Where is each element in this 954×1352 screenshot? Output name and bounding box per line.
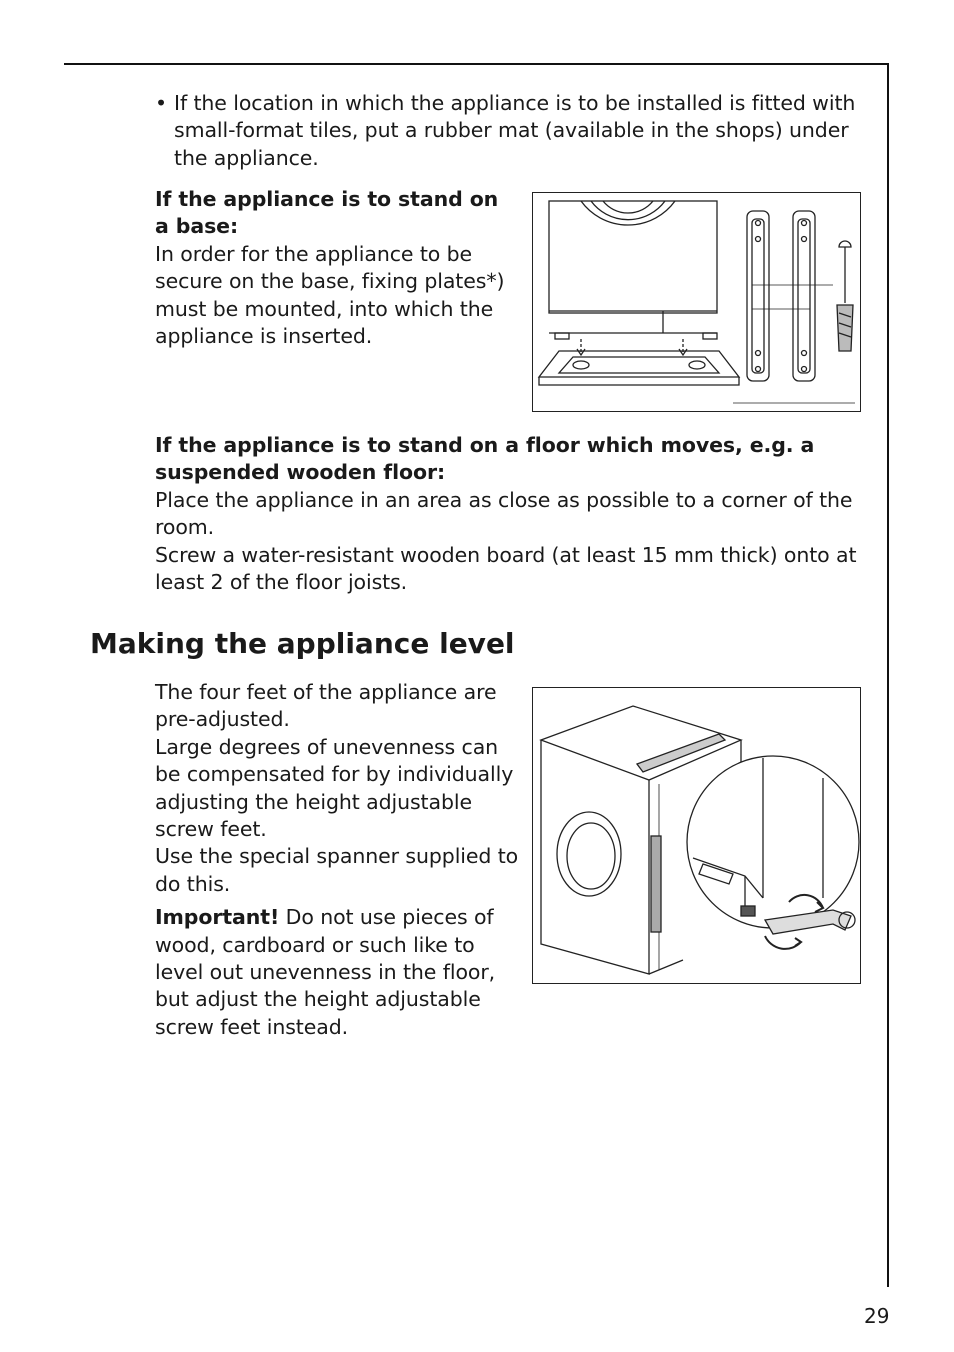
floor-para-1: Place the appliance in an area as close as possible to a corner of the room.: [155, 487, 853, 540]
top-rule: [64, 63, 889, 65]
tile-note-text: If the location in which the appliance is to be installed is fitted with small-format tiles, put a rubber mat (available in the shops) under the appliance.: [174, 91, 856, 170]
base-heading: If the appliance is to stand on a base:: [155, 187, 499, 239]
page-number: 29: [864, 1304, 890, 1328]
right-margin-rule: [887, 63, 889, 1287]
level-para-3: Use the special spanner supplied to do this.: [155, 844, 519, 896]
floor-heading: If the appliance is to stand on a floor which moves, e.g. a suspended wooden floor:: [155, 433, 815, 485]
level-section: [155, 679, 520, 1041]
important-note: [155, 904, 520, 1041]
floor-para-2: Screw a water-resistant wooden board (at least 15 mm thick) onto at least 2 of the floor joists.: [155, 542, 857, 595]
level-para-2: Large degrees of unevenness can be compensated for by individually adjusting the height adjustable screw feet.: [155, 734, 514, 842]
levelling-figure: [532, 687, 861, 984]
section-heading-level: Making the appliance level: [90, 627, 515, 660]
tile-note: [155, 90, 875, 172]
base-body: In order for the appliance to be secure on the base, fixing plates*) must be mounted, into which the appliance is inserted.: [155, 241, 505, 349]
base-fixing-plates-figure: [532, 192, 861, 412]
base-section: [155, 186, 515, 350]
level-para-1: The four feet of the appliance are pre-adjusted.: [155, 680, 497, 732]
important-text: Do not use pieces of wood, cardboard or such like to level out unevenness in the floor, but adjust the height adjustable screw feet instead.: [155, 905, 496, 1039]
floor-section: [155, 432, 870, 596]
important-label: Important!: [155, 905, 280, 930]
bullet-symbol: •: [155, 91, 167, 115]
